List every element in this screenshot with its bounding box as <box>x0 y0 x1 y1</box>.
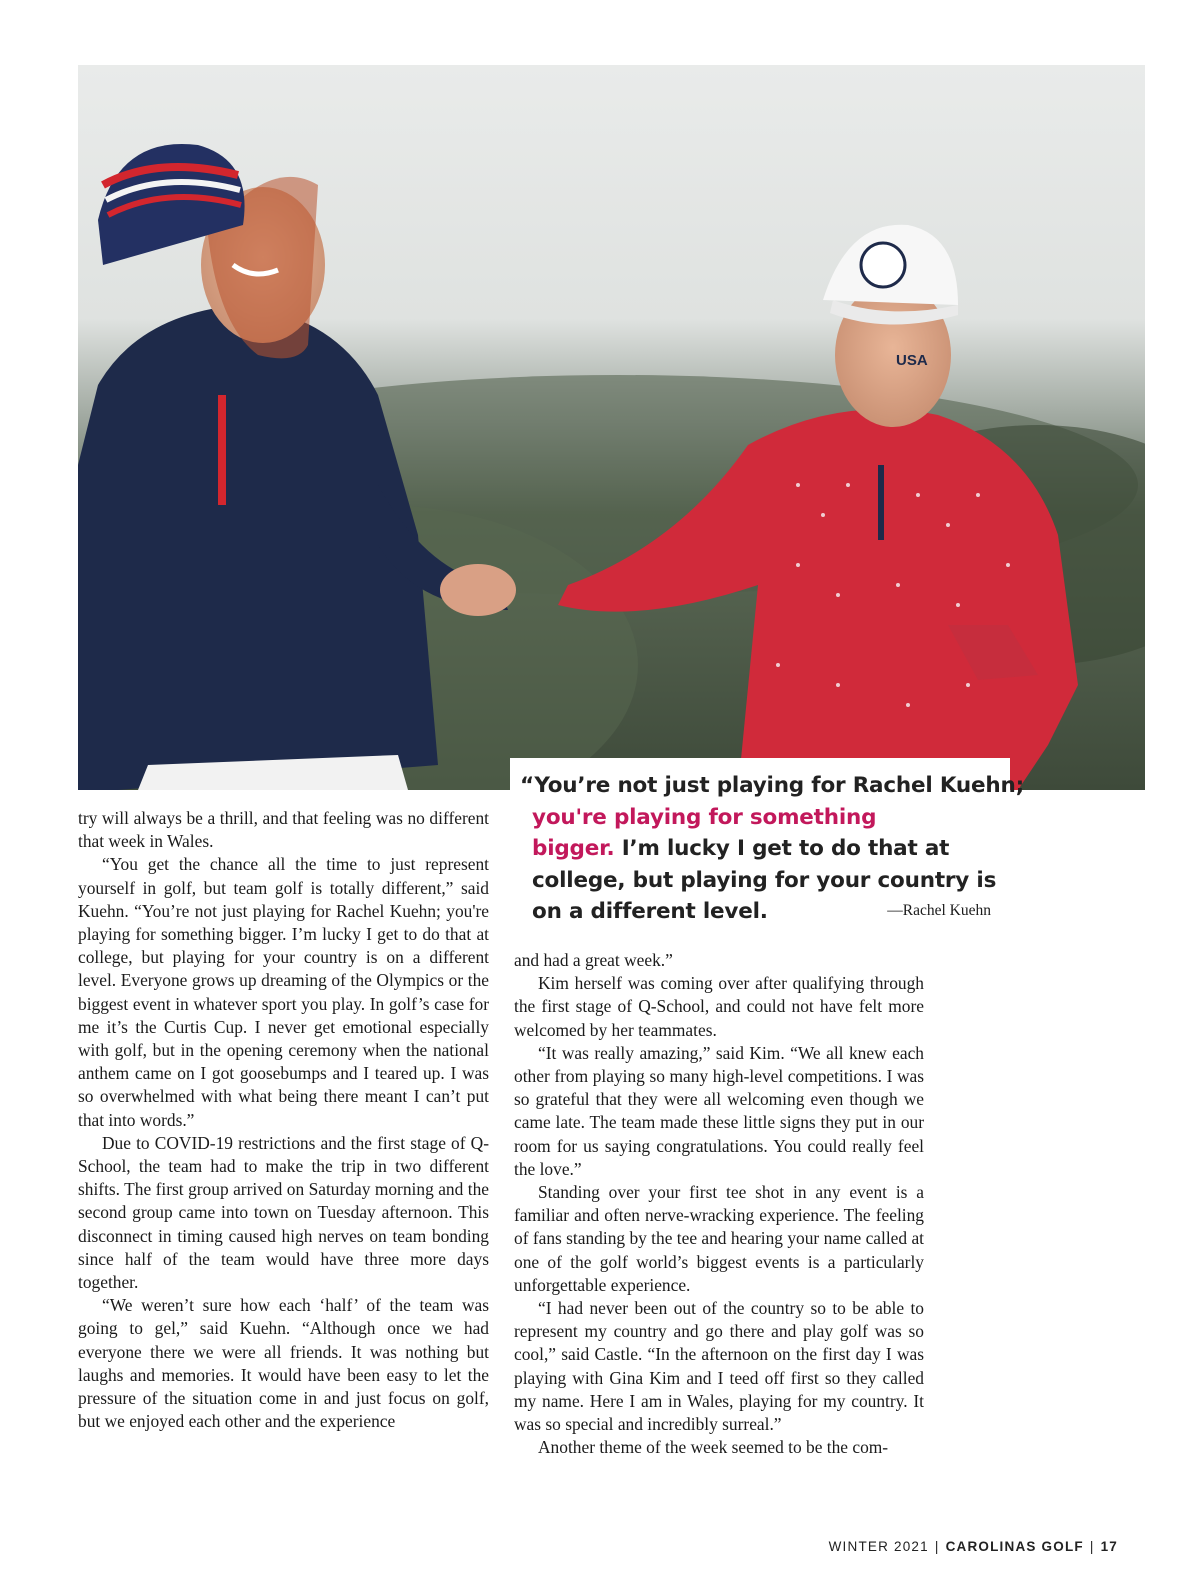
article-photo <box>78 65 1145 790</box>
page-number: 17 <box>1100 1539 1118 1554</box>
pull-quote-line-4: college, but playing for your country is <box>532 867 997 893</box>
cap-badge-text: USA <box>896 352 928 369</box>
pull-quote-highlight-2: bigger. <box>532 836 615 861</box>
footer-separator: | <box>934 1539 940 1554</box>
paragraph: “We weren’t sure how each ‘half’ of the team was going to gel,” said Kuehn. “Although once we had everyone there we were all friends. It was nothing but laughs and memories. It would have been easy to let the pressure of the situation come in and just focus on golf, but we enjoyed each other and the experience <box>78 1295 489 1432</box>
pull-quote-line-5: on a different level. <box>532 899 768 924</box>
article-column-right <box>514 949 924 1459</box>
pull-quote-highlight: you're playing for something <box>532 804 877 830</box>
photo-two-golfers-icon <box>78 65 1145 790</box>
footer-separator: | <box>1089 1539 1095 1554</box>
pull-quote-line-1: “You’re not just playing for Rachel Kuehn; <box>520 773 1025 798</box>
paragraph: and had a great week.” <box>514 950 673 970</box>
footer-issue: WINTER 2021 <box>828 1539 929 1554</box>
article-column-left <box>78 807 489 1433</box>
paragraph: “You get the chance all the time to just represent yourself in golf, but team golf is totally different,” said Kuehn. “You’re not just playing for Rachel Kuehn; you're playing for something bigger. I’m lucky I get to do that at college, but playing for your country is on a different level. Everyone grows up dreaming of the Olympics or the biggest event in whatever sport you play. In golf’s case for me it’s the Curtis Cup. I never get emotional especially with golf, but in the opening ceremony when the national anthem came on I got goosebumps and I teared up. I was so overwhelmed with what being there meant I can’t put that into words.” <box>78 854 489 1130</box>
paragraph: try will always be a thrill, and that feeling was no different that week in Wales. <box>78 808 489 852</box>
pull-quote-attribution: —Rachel Kuehn <box>887 902 991 919</box>
paragraph: “It was really amazing,” said Kim. “We all knew each other from playing so many high-level competitions. I was so grateful that they were all welcoming even though we came late. The team made these little signs they put in our room for us saying congratulations. You could really feel the love.” <box>514 1042 924 1179</box>
paragraph: Due to COVID-19 restrictions and the first stage of Q-School, the team had to make the trip in two different shifts. The first group arrived on Saturday morning and the second group came into town on Tuesday afternoon. This disconnect in timing caused high nerves on team bonding since half of the team would have three more days together. <box>78 1132 489 1293</box>
pull-quote <box>510 758 1025 938</box>
footer-magazine-name: CAROLINAS GOLF <box>945 1539 1084 1554</box>
pull-quote-line-3: I’m lucky I get to do that at <box>614 836 950 861</box>
paragraph: Kim herself was coming over after qualifying through the first stage of Q-School, and could not have felt more welcomed by her teammates. <box>514 973 924 1040</box>
paragraph: Another theme of the week seemed to be the com- <box>538 1437 889 1458</box>
paragraph: Standing over your first tee shot in any event is a familiar and often nerve-wracking experience. The feeling of fans standing by the tee and hearing your name called at one of the golf world’s biggest events is a particularly unforgettable experience. <box>514 1182 924 1295</box>
paragraph: “I had never been out of the country so to be able to represent my country and go there and play golf was so cool,” said Castle. “In the afternoon on the first day I was playing with Gina Kim and I teed off first so they called my name. Here I am in Wales, playing for my country. It was so special and incredibly surreal.” <box>514 1298 924 1435</box>
page-footer <box>829 1539 1118 1554</box>
